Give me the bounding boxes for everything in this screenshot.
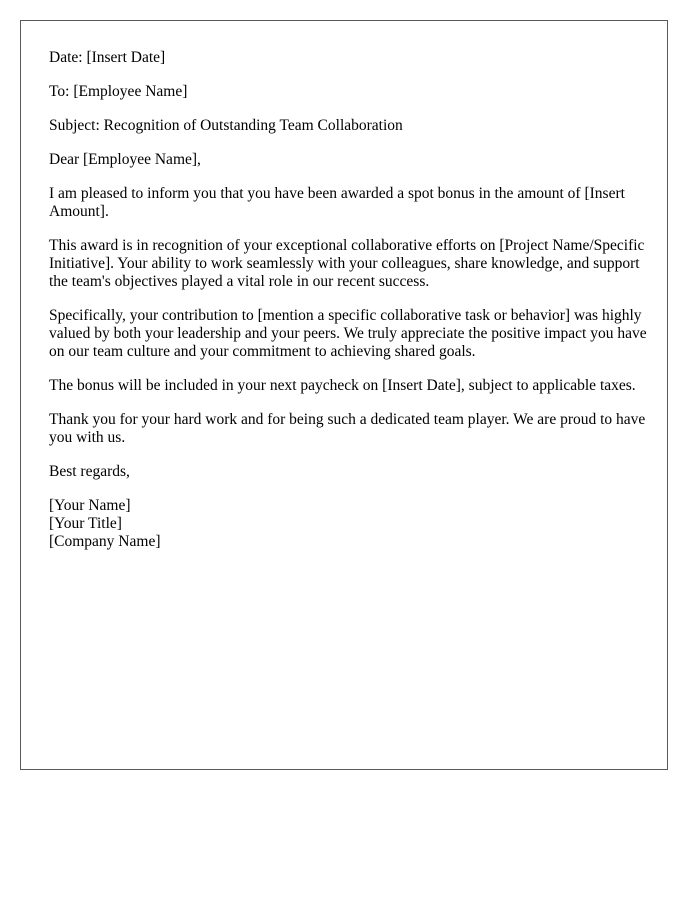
subject-line: Subject: Recognition of Outstanding Team Collaboration — [49, 117, 403, 134]
recipient-line: To: [Employee Name] — [49, 83, 188, 100]
signature-block — [49, 497, 647, 551]
body-paragraph-thanks: Thank you for your hard work and for being such a dedicated team player. We are proud to have you with us. — [49, 411, 646, 446]
body-paragraph-contribution: Specifically, your contribution to [mention a specific collaborative task or behavior] was highly valued by both your leadership and your peers. We truly appreciate the positive impact you have on our team culture and your commitment to achieving shared goals. — [49, 307, 647, 360]
signature-name: [Your Name] — [49, 497, 131, 514]
body-paragraph-recognition: This award is in recognition of your exceptional collaborative efforts on [Project Name/Specific Initiative]. Your ability to work seamlessly with your colleagues, share knowledge, and support the team's objectives played a vital role in our recent success. — [49, 237, 645, 290]
body-paragraph-award: I am pleased to inform you that you have been awarded a spot bonus in the amount of [Insert Amount]. — [49, 185, 625, 220]
signature-company: [Company Name] — [49, 533, 161, 550]
signature-title: [Your Title] — [49, 515, 122, 532]
closing: Best regards, — [49, 463, 130, 480]
salutation: Dear [Employee Name], — [49, 151, 201, 168]
body-paragraph-payment: The bonus will be included in your next paycheck on [Insert Date], subject to applicable taxes. — [49, 377, 636, 394]
letter-document — [20, 20, 668, 770]
date-line: Date: [Insert Date] — [49, 49, 166, 66]
